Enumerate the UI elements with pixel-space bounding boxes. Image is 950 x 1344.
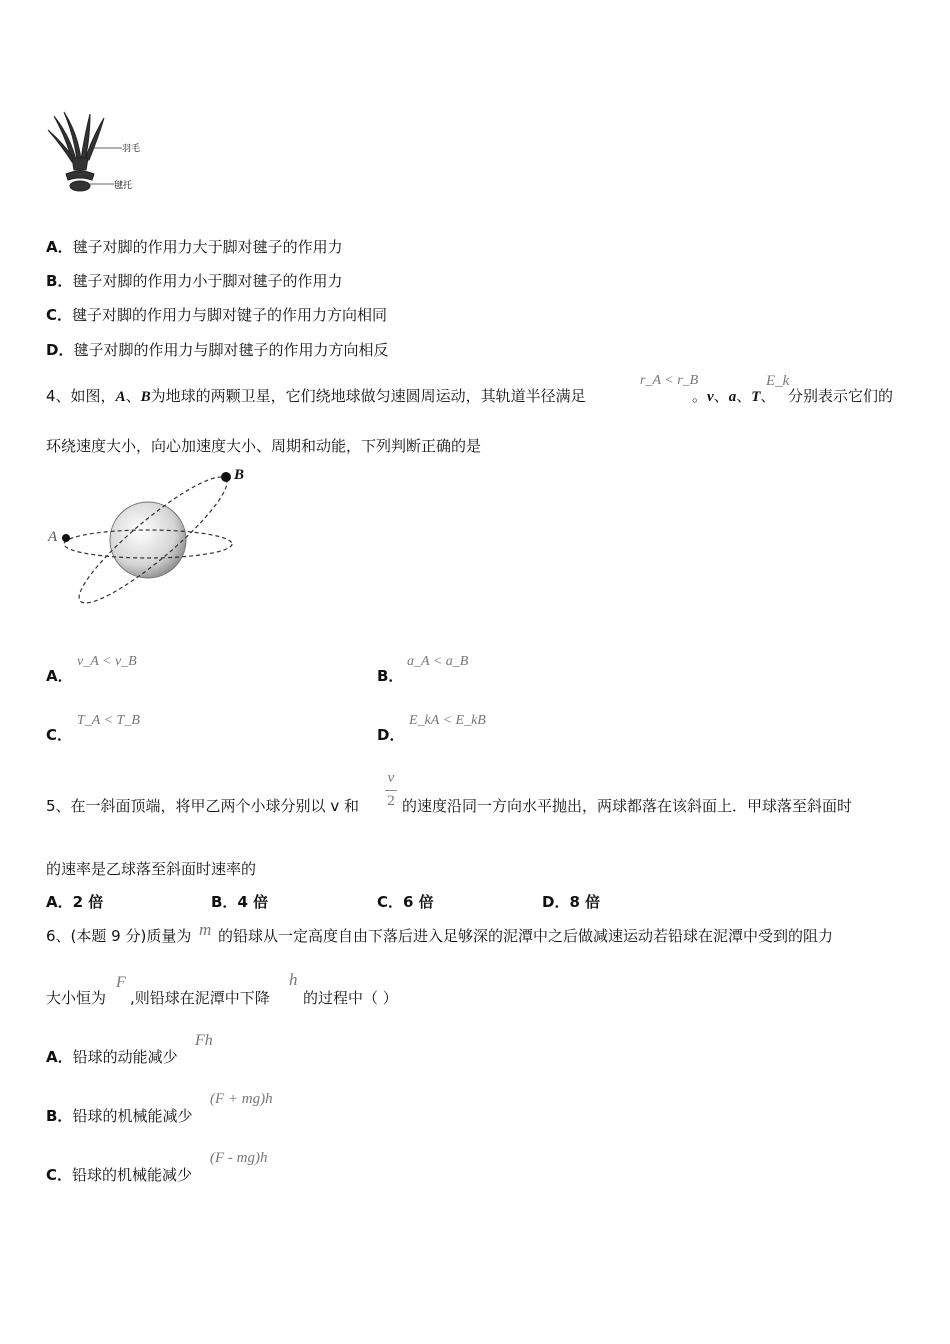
q5-fraction-numerator: v: [387, 770, 395, 786]
earth: [110, 502, 186, 578]
q6-force-symbol: F: [116, 974, 126, 991]
q6-option-b-expr: (F + mg)h: [210, 1091, 273, 1107]
q6-option-c-expr: (F - mg)h: [210, 1150, 268, 1166]
q5-option-a: A．2 倍: [46, 893, 104, 911]
q3-option-a: A．毽子对脚的作用力大于脚对毽子的作用力: [46, 238, 343, 256]
label-base: 毽托: [114, 181, 133, 191]
q4-option-d: D．: [377, 726, 405, 744]
q4-option-a-expr: v_A < v_B: [77, 654, 137, 669]
satellite-b: [221, 472, 231, 482]
label-feather: 羽毛: [122, 144, 141, 154]
q6-option-b: B．铅球的机械能减少: [46, 1107, 193, 1125]
q6-line2-c: 的过程中（ ）: [303, 989, 398, 1007]
q4-option-b: B．: [377, 667, 404, 685]
q4-line1-end: 分别表示它们的: [788, 387, 894, 405]
q5-line1: 5、在一斜面顶端，将甲乙两个小球分别以 v 和: [46, 797, 359, 815]
q5-option-d: D．8 倍: [542, 893, 601, 911]
q4-option-a: A．: [46, 667, 73, 685]
q6-line2-a: 大小恒为: [46, 989, 107, 1007]
q5-line1-tail: 的速度沿同一方向水平抛出，两球都落在该斜面上．甲球落至斜面时: [402, 797, 853, 815]
q6-line2-b: ,则铅球在泥潭中下降: [130, 989, 270, 1007]
q6-option-c: C．铅球的机械能减少: [46, 1166, 193, 1184]
q5-line2: 的速率是乙球落至斜面时速率的: [46, 860, 257, 878]
satellite-orbit-image: [44, 462, 254, 622]
q5-fraction-bar: [385, 790, 397, 791]
q4-line1: 4、如图，A、B为地球的两颗卫星，它们绕地球做匀速圆周运动，其轨道半径满足: [46, 387, 586, 405]
figure-label-b: B: [234, 467, 245, 483]
q4-line1-tail: 。v、a、T、: [692, 387, 776, 405]
q6-option-a-expr: Fh: [195, 1032, 213, 1049]
q3-option-d: D．毽子对脚的作用力与脚对毽子的作用力方向相反: [46, 341, 389, 359]
satellite-orbit-figure: [44, 462, 254, 622]
q4-option-d-expr: E_kA < E_kB: [409, 713, 486, 728]
q6-option-a: A．铅球的动能减少: [46, 1048, 178, 1066]
q4-ek-symbol: E_k: [766, 373, 790, 389]
q4-option-c: C．: [46, 726, 73, 744]
q6-height-symbol: h: [289, 970, 298, 989]
q4-radius-relation: r_A < r_B: [640, 373, 699, 388]
q4-line2: 环绕速度大小，向心加速度大小、周期和动能，下列判断正确的是: [46, 437, 482, 455]
q5-option-b: B．4 倍: [211, 893, 269, 911]
q6-line1-tail: 的铅球从一定高度自由下落后进入足够深的泥潭中之后做减速运动若铅球在泥潭中受到的阻力: [218, 927, 834, 945]
figure-label-a: A: [48, 529, 58, 545]
q4-option-c-expr: T_A < T_B: [77, 713, 140, 728]
satellite-a: [62, 534, 70, 542]
q4-option-b-expr: a_A < a_B: [407, 654, 469, 669]
q3-option-c: C．毽子对脚的作用力与脚对键子的作用力方向相同: [46, 306, 388, 324]
q6-mass-symbol: m: [199, 920, 212, 939]
q3-option-b: B．毽子对脚的作用力小于脚对毽子的作用力: [46, 272, 343, 290]
q5-fraction-denominator: 2: [387, 793, 395, 809]
q5-option-c: C．6 倍: [377, 893, 434, 911]
q6-line1: 6、(本题 9 分)质量为: [46, 927, 192, 945]
shuttlecock-figure: [44, 108, 154, 198]
